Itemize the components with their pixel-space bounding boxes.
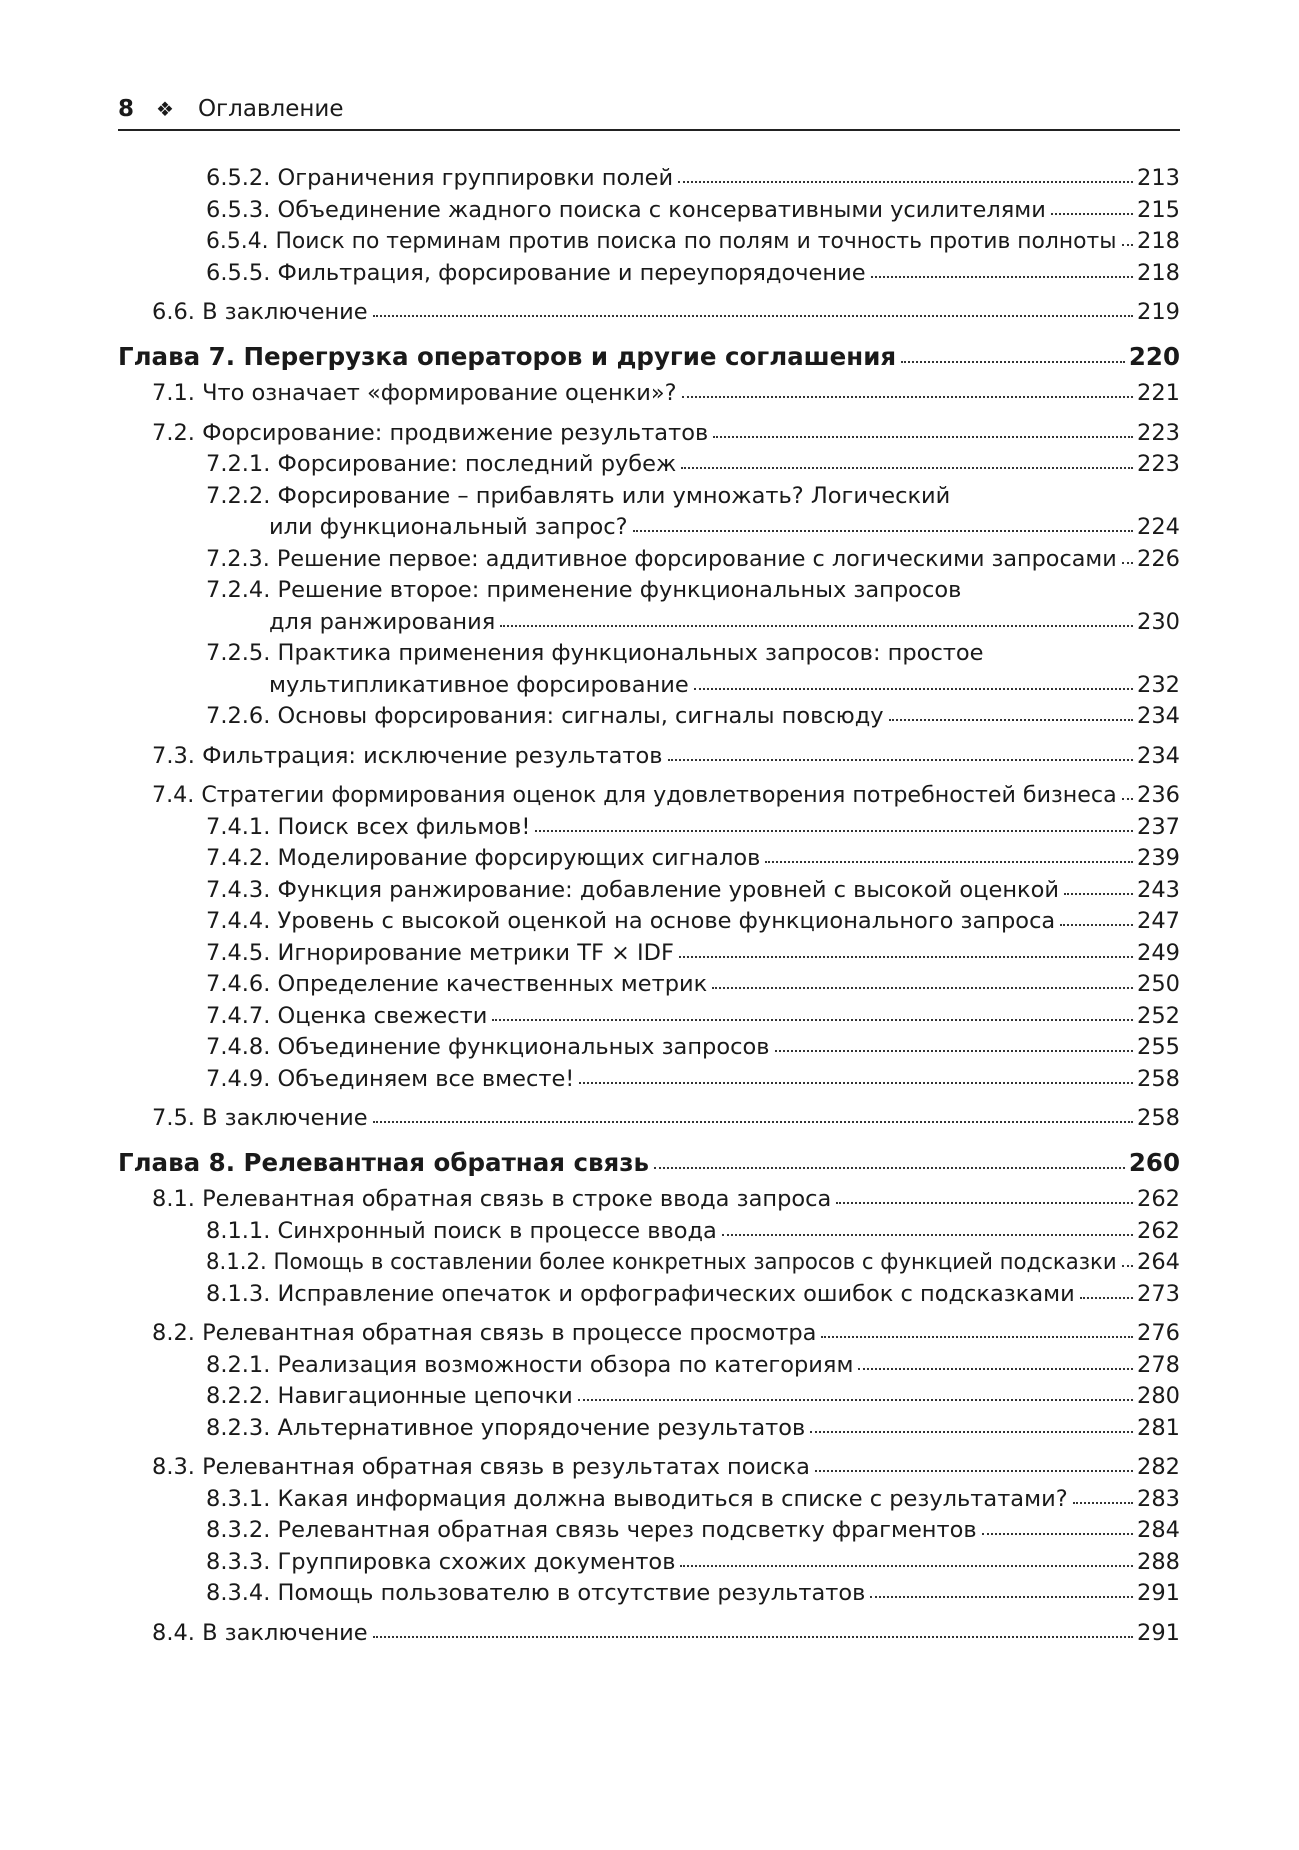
toc-subsection xyxy=(206,226,1180,258)
toc-section xyxy=(152,1184,1180,1216)
toc-section xyxy=(152,1452,1180,1484)
toc-section xyxy=(152,741,1180,773)
toc-entry-title: 7.4.9. Объединяем все вместе! xyxy=(206,1065,575,1092)
toc-entry-title: 7.4.3. Функция ранжирование: добавление уровней с высокой оценкой xyxy=(206,876,1060,903)
dot-leader xyxy=(889,717,1133,721)
dot-leader xyxy=(775,1048,1134,1052)
toc-entry-title: 6.5.2. Ограничения группировки полей xyxy=(206,165,674,191)
toc-entry-title: 7.5. В заключение xyxy=(152,1105,368,1131)
page-number: 8 xyxy=(118,96,135,122)
toc-section xyxy=(152,378,1180,410)
dot-leader xyxy=(713,434,1133,438)
toc-page-number: 224 xyxy=(1137,514,1180,540)
dot-leader xyxy=(373,313,1133,317)
header-rule xyxy=(118,129,1180,131)
dot-leader xyxy=(579,1080,1133,1084)
toc-entry-title: 8.2.3. Альтернативное упорядочение результатов xyxy=(206,1414,806,1441)
dot-leader xyxy=(694,686,1133,690)
toc-entry-title: 7.2. Форсирование: продвижение результатов xyxy=(152,419,709,446)
toc-subsection xyxy=(206,544,1180,576)
dot-leader xyxy=(722,1232,1133,1236)
toc-section xyxy=(152,780,1180,812)
toc-page-number: 230 xyxy=(1137,608,1180,635)
dot-leader xyxy=(712,985,1133,989)
toc-page-number: 247 xyxy=(1137,908,1180,934)
toc-subsection xyxy=(206,1578,1180,1610)
dot-leader xyxy=(492,1017,1133,1021)
toc-page-number: 273 xyxy=(1137,1280,1180,1307)
toc-entry-title: 8.3.1. Какая информация должна выводиться в списке с результатами? xyxy=(206,1485,1068,1512)
toc-page-number: 258 xyxy=(1137,1105,1180,1131)
toc-entry-title: 8.4. В заключение xyxy=(152,1619,368,1646)
toc-subsection xyxy=(206,1064,1180,1096)
dot-leader xyxy=(1122,796,1133,800)
toc-page-number: 284 xyxy=(1137,1517,1180,1543)
toc-subsection xyxy=(206,638,1180,701)
dot-leader xyxy=(901,359,1125,363)
toc-subsection xyxy=(206,258,1180,290)
toc-entry-title: 7.4.8. Объединение функциональных запросов xyxy=(206,1034,770,1060)
dot-leader xyxy=(821,1334,1133,1338)
running-title: Оглавление xyxy=(197,96,344,122)
toc-page-number: 234 xyxy=(1137,703,1180,729)
toc-page-number: 236 xyxy=(1137,782,1180,808)
toc-entry-title: 7.4.4. Уровень с высокой оценкой на основе функционального запроса xyxy=(206,908,1056,934)
dot-leader xyxy=(1051,211,1133,215)
toc-entry-title: 8.1.3. Исправление опечаток и орфографических ошибок с подсказками xyxy=(206,1280,1075,1307)
toc-subsection xyxy=(206,1350,1180,1382)
toc-subsection xyxy=(206,906,1180,938)
toc-page-number: 243 xyxy=(1137,876,1180,903)
dot-leader xyxy=(810,1429,1133,1433)
dot-leader xyxy=(1122,242,1134,246)
toc-subsection xyxy=(206,938,1180,970)
toc-entry-title: 7.2.3. Решение первое: аддитивное форсирование с логическими запросами xyxy=(206,545,1117,572)
toc-entry-title: 8.1.1. Синхронный поиск в процессе ввода xyxy=(206,1217,717,1244)
toc-page-number: 283 xyxy=(1137,1485,1180,1512)
toc-entry-title: 7.4. Стратегии формирования оценок для удовлетворения потребностей бизнеса xyxy=(152,782,1117,808)
ornament-icon: ❖ xyxy=(156,97,174,121)
toc-page-number: 260 xyxy=(1128,1147,1180,1177)
toc-subsection xyxy=(206,812,1180,844)
dot-leader xyxy=(682,394,1133,398)
toc-subsection xyxy=(206,1247,1180,1279)
dot-leader xyxy=(1060,922,1133,926)
toc-page-number: 226 xyxy=(1137,545,1180,572)
toc-entry-title: 8.1. Релевантная обратная связь в строке ввода запроса xyxy=(152,1186,832,1212)
toc-entry-title: для ранжирования xyxy=(269,608,496,635)
toc-page-number: 213 xyxy=(1137,165,1180,191)
toc-page-number: 264 xyxy=(1137,1249,1180,1275)
toc-subsection xyxy=(206,1279,1180,1311)
toc-section xyxy=(152,1318,1180,1350)
dot-leader xyxy=(836,1200,1133,1204)
toc-entry-title-first-line: 7.2.5. Практика применения функциональных запросов: простое xyxy=(206,640,984,666)
toc-entry-title: 8.3.2. Релевантная обратная связь через подсветку фрагментов xyxy=(206,1517,977,1543)
toc-subsection xyxy=(206,1381,1180,1413)
dot-leader xyxy=(1122,560,1133,564)
toc-page-number: 281 xyxy=(1137,1414,1180,1441)
toc-chapter xyxy=(118,341,1180,373)
dot-leader xyxy=(679,954,1133,958)
toc-subsection xyxy=(206,449,1180,481)
toc-subsection xyxy=(206,843,1180,875)
toc-subsection xyxy=(206,195,1180,227)
toc-entry-title: мультипликативное форсирование xyxy=(269,671,689,698)
toc-subsection xyxy=(206,1515,1180,1547)
toc-page-number: 291 xyxy=(1137,1580,1180,1606)
toc-subsection xyxy=(206,1216,1180,1248)
toc-entry-title: 6.5.3. Объединение жадного поиска с консервативными усилителями xyxy=(206,196,1046,223)
toc-section xyxy=(152,1618,1180,1650)
toc-entry-title: 7.2.6. Основы форсирования: сигналы, сигналы повсюду xyxy=(206,703,884,729)
toc-page-number: 218 xyxy=(1137,259,1180,286)
table-of-contents xyxy=(0,163,1299,1649)
toc-page-number: 255 xyxy=(1137,1034,1180,1060)
toc-entry-title: 6.6. В заключение xyxy=(152,299,368,325)
toc-section xyxy=(152,1103,1180,1135)
dot-leader xyxy=(765,859,1133,863)
dot-leader xyxy=(680,1563,1133,1567)
toc-entry-title: 7.4.6. Определение качественных метрик xyxy=(206,971,708,997)
toc-subsection xyxy=(206,1484,1180,1516)
dot-leader xyxy=(668,757,1134,761)
toc-subsection xyxy=(206,575,1180,638)
toc-subsection xyxy=(206,1001,1180,1033)
dot-leader xyxy=(681,465,1133,469)
toc-entry-title: или функциональный запрос? xyxy=(269,514,628,540)
dot-leader xyxy=(535,828,1133,832)
toc-entry-title: 8.2. Релевантная обратная связь в процессе просмотра xyxy=(152,1320,817,1346)
dot-leader xyxy=(678,179,1133,183)
dot-leader xyxy=(373,1634,1133,1638)
dot-leader xyxy=(815,1468,1133,1472)
toc-page-number: 219 xyxy=(1137,299,1180,325)
toc-entry-title: 8.2.2. Навигационные цепочки xyxy=(206,1383,573,1409)
toc-entry-title-first-line: 7.2.4. Решение второе: применение функциональных запросов xyxy=(206,577,962,603)
toc-page-number: 221 xyxy=(1137,380,1180,406)
toc-entry-title: 7.1. Что означает «формирование оценки»? xyxy=(152,380,677,406)
toc-entry-title: 7.4.5. Игнорирование метрики TF × IDF xyxy=(206,939,674,966)
toc-page-number: 218 xyxy=(1137,228,1180,254)
toc-page-number: 262 xyxy=(1137,1217,1180,1244)
toc-subsection xyxy=(206,1547,1180,1579)
toc-entry-title: 8.2.1. Реализация возможности обзора по категориям xyxy=(206,1351,854,1378)
dot-leader xyxy=(373,1119,1133,1123)
toc-page-number: 282 xyxy=(1137,1454,1180,1480)
toc-page-number: 258 xyxy=(1137,1065,1180,1092)
dot-leader xyxy=(858,1366,1133,1370)
toc-page-number: 232 xyxy=(1137,671,1180,698)
toc-subsection xyxy=(206,1032,1180,1064)
toc-chapter xyxy=(118,1147,1180,1179)
toc-entry-title: 7.3. Фильтрация: исключение результатов xyxy=(152,742,663,769)
toc-entry-title: 6.5.4. Поиск по терминам против поиска по полям и точность против полноты xyxy=(206,228,1117,254)
dot-leader xyxy=(500,623,1133,627)
toc-subsection xyxy=(206,163,1180,195)
toc-page-number: 223 xyxy=(1137,419,1180,446)
toc-page-number: 291 xyxy=(1137,1619,1180,1646)
toc-page-number: 250 xyxy=(1137,971,1180,997)
toc-entry-title: 8.3.3. Группировка схожих документов xyxy=(206,1548,676,1575)
toc-section xyxy=(152,297,1180,329)
dot-leader xyxy=(654,1165,1125,1169)
toc-page-number: 237 xyxy=(1137,813,1180,840)
toc-page-number: 280 xyxy=(1137,1383,1180,1409)
dot-leader xyxy=(1080,1295,1133,1299)
dot-leader xyxy=(578,1397,1133,1401)
toc-page-number: 239 xyxy=(1137,845,1180,871)
toc-page-number: 215 xyxy=(1137,196,1180,223)
toc-entry-title: 7.4.7. Оценка свежести xyxy=(206,1002,488,1029)
toc-entry-title: 8.3. Релевантная обратная связь в результатах поиска xyxy=(152,1454,810,1480)
toc-page-number: 220 xyxy=(1128,341,1180,371)
toc-subsection xyxy=(206,969,1180,1001)
toc-entry-title-first-line: 7.2.2. Форсирование – прибавлять или умножать? Логический xyxy=(206,482,951,509)
toc-entry-title: 7.4.2. Моделирование форсирующих сигналов xyxy=(206,845,761,871)
toc-page-number: 262 xyxy=(1137,1186,1180,1212)
dot-leader xyxy=(982,1531,1133,1535)
dot-leader xyxy=(870,1594,1133,1598)
toc-entry-title: 7.2.1. Форсирование: последний рубеж xyxy=(206,451,677,477)
toc-subsection xyxy=(206,481,1180,544)
toc-subsection xyxy=(206,1413,1180,1445)
toc-section xyxy=(152,418,1180,450)
toc-entry-title: 8.1.2. Помощь в составлении более конкретных запросов с функцией подсказки xyxy=(206,1249,1117,1275)
dot-leader xyxy=(633,528,1133,532)
toc-entry-title: 6.5.5. Фильтрация, форсирование и переупорядочение xyxy=(206,259,866,286)
toc-page-number: 276 xyxy=(1137,1320,1180,1346)
toc-page-number: 249 xyxy=(1137,939,1180,966)
toc-page-number: 278 xyxy=(1137,1351,1180,1378)
toc-page-number: 288 xyxy=(1137,1548,1180,1575)
dot-leader xyxy=(1064,891,1133,895)
dot-leader xyxy=(871,274,1134,278)
toc-subsection xyxy=(206,875,1180,907)
running-header xyxy=(118,92,1180,126)
toc-page-number: 223 xyxy=(1137,451,1180,477)
toc-page-number: 252 xyxy=(1137,1002,1180,1029)
dot-leader xyxy=(1073,1500,1133,1504)
toc-entry-title: Глава 8. Релевантная обратная связь xyxy=(118,1147,649,1177)
toc-entry-title: 7.4.1. Поиск всех фильмов! xyxy=(206,813,531,840)
toc-entry-title: 8.3.4. Помощь пользователю в отсутствие результатов xyxy=(206,1580,866,1606)
toc-subsection xyxy=(206,701,1180,733)
toc-entry-title: Глава 7. Перегрузка операторов и другие соглашения xyxy=(118,341,897,371)
dot-leader xyxy=(1122,1263,1133,1267)
toc-page-number: 234 xyxy=(1137,742,1180,769)
